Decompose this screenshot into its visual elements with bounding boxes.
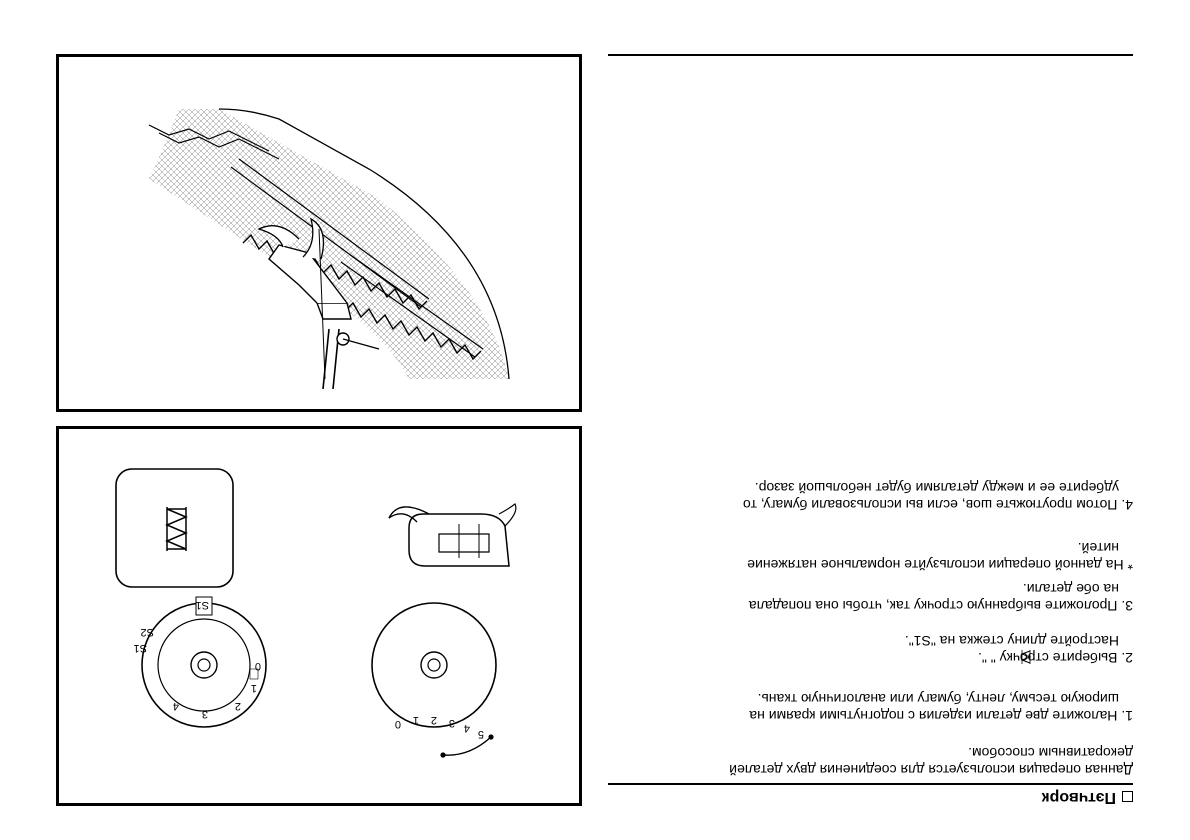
presser-foot-icon xyxy=(389,504,516,566)
step-3-text: 3. Проложите выбранную строчку так, чтобы она попадала на обе детали. xyxy=(748,581,1133,614)
width-mark-3: 3 xyxy=(448,717,455,729)
step-1-text: 1. Наложите две детали изделия с подогнутыми краями на широкую тесьму, ленту, бумагу или аналогичную ткань. xyxy=(749,691,1133,724)
square-icon xyxy=(1122,792,1133,803)
section-title xyxy=(1042,788,1133,806)
step-4-text: 4. Потом проутюжьте шов, если вы использовали бумагу, то удберите ее и между деталями будет небольшой зазор. xyxy=(742,480,1133,513)
width-mark-4: 4 xyxy=(463,722,470,734)
title-rule-top xyxy=(608,783,1133,785)
width-mark-2: 2 xyxy=(430,714,437,726)
length-mark-2: 2 xyxy=(234,700,241,712)
length-mark-s1: S1 xyxy=(133,642,147,654)
illustration-frame xyxy=(56,54,582,412)
inline-stitch-icon xyxy=(1020,649,1032,665)
intro-text: Данная операция используется для соединения двух деталей декоративным способом. xyxy=(729,745,1133,778)
width-mark-1: 1 xyxy=(412,714,419,726)
width-mark-5: 5 xyxy=(477,728,484,740)
zigzag-stitch-icon xyxy=(116,469,233,587)
stitch-length-dial xyxy=(134,597,266,727)
length-mark-1: 1 xyxy=(250,682,257,694)
column-rule-bottom xyxy=(608,54,1133,56)
step-2-text: 2. Выберите строчку " ". Настройте длину стежка на "S1". xyxy=(904,633,1133,666)
section-title-text: Пэтчворк xyxy=(1041,789,1116,806)
length-mark-s2: S2 xyxy=(140,626,154,638)
settings-frame xyxy=(56,426,582,806)
width-mark-0: 0 xyxy=(394,718,401,730)
length-mark-3: 3 xyxy=(201,708,208,720)
length-mark-0: 0 xyxy=(254,660,261,672)
sewing-illustration xyxy=(149,109,509,389)
note-text: * На данной операции используйте нормальное натяжение нитей. xyxy=(747,540,1133,573)
width-dial-arc-start xyxy=(488,734,493,739)
length-mark-4: 4 xyxy=(172,700,179,712)
width-dial-arc-end xyxy=(440,752,445,757)
length-selected-label: S1 xyxy=(195,599,209,611)
stitch-width-dial xyxy=(372,603,496,758)
